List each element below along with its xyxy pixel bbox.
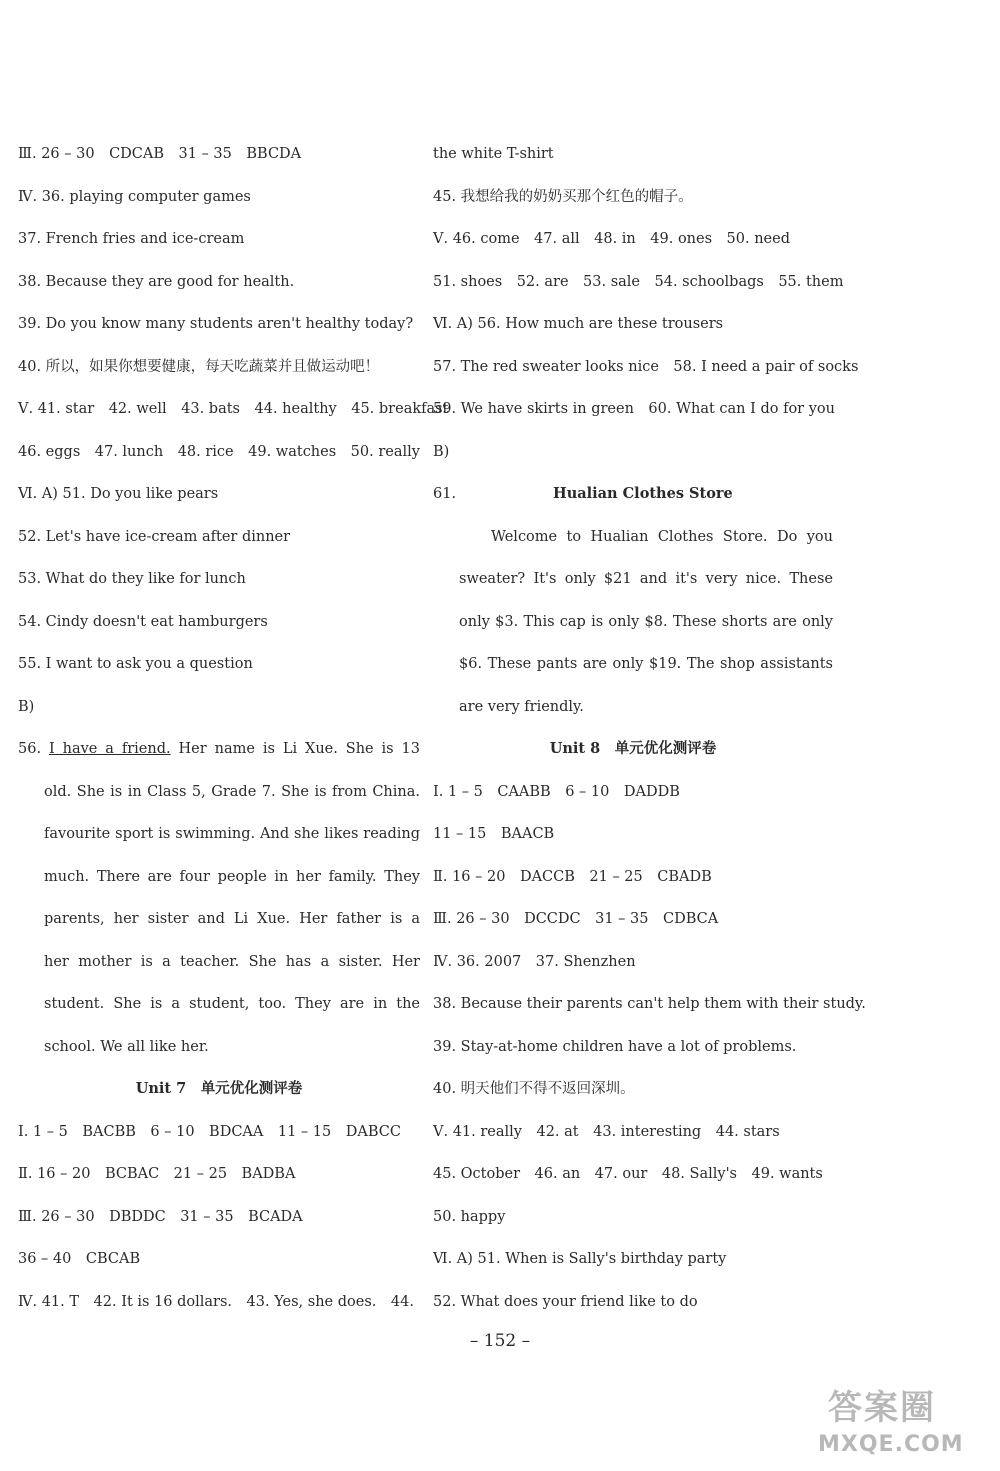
answer-line: 46. eggs 47. lunch 48. rice 49. watches 50. really (18, 443, 420, 460)
essay-line: student. She is a student, too. They are in the (44, 996, 420, 1012)
answer-line: Ⅵ. A) 51. When is Sally's birthday party (433, 1251, 727, 1267)
essay-line: only $3. This cap is only $8. These shorts are only (459, 613, 833, 630)
essay-line: sweater? It's only $21 and it's very nice. These (459, 571, 833, 587)
answer-line: 57. The red sweater looks nice 58. I need a pair of socks (433, 358, 859, 375)
answer-line: Ⅴ. 41. really 42. at 43. interesting 44. stars (433, 1123, 780, 1140)
answer-line: 40. 明天他们不得不返回深圳。 (433, 1081, 635, 1097)
watermark-top: 答案圈 (828, 1388, 936, 1428)
answer-line: 52. Let's have ice-cream after dinner (18, 528, 291, 545)
answer-line: B) (18, 698, 35, 715)
essay-line: parents, her sister and Li Xue. Her father is a (44, 911, 420, 927)
answer-line: Ⅴ. 41. star 42. well 43. bats 44. healthy 45. breakfast (18, 401, 449, 417)
answer-line: Ⅱ. 16 – 20 BCBAC 21 – 25 BADBA (18, 1166, 296, 1182)
answer-line: 59. We have skirts in green 60. What can I do for you (433, 401, 835, 417)
answer-line: Ⅳ. 36. 2007 37. Shenzhen (433, 953, 636, 970)
essay-first-line-rest: Her name is Li Xue. She is 13 (178, 741, 420, 757)
essay-underlined-opening: I have a friend. (48, 741, 171, 757)
essay-line (18, 728, 420, 771)
answer-line: 45. October 46. an 47. our 48. Sally's 49. wants (433, 1166, 823, 1182)
essay-number: 61. (433, 486, 457, 502)
essay-line: are very friendly. (459, 698, 584, 715)
answer-line: 53. What do they like for lunch (18, 571, 246, 587)
answer-line: Ⅲ. 26 – 30 DCCDC 31 – 35 CDBCA (433, 911, 719, 927)
essay-56 (18, 728, 420, 1068)
essay-title-line (433, 473, 833, 516)
answer-line: 40. 所以，如果你想要健康，每天吃蔬菜并且做运动吧！ (18, 358, 380, 375)
essay-line: $6. These pants are only $19. The shop assistants (459, 656, 833, 672)
essay-line: favourite sport is swimming. And she likes reading (44, 826, 420, 842)
watermark-logo (818, 1385, 996, 1465)
left-column (18, 133, 449, 1323)
essay-line: old. She is in Class 5, Grade 7. She is from China. (44, 783, 420, 800)
answer-line: 52. What does your friend like to do (433, 1293, 698, 1310)
answer-line: 38. Because they are good for health. (18, 273, 295, 290)
essay-line: her mother is a teacher. She has a sister. Her (44, 953, 420, 970)
answer-line: 38. Because their parents can't help them with their study. (433, 996, 866, 1012)
answer-line: 39. Stay-at-home children have a lot of problems. (433, 1038, 797, 1055)
page-number: – 152 – (469, 1331, 531, 1351)
answer-line: B) (433, 443, 450, 460)
right-column (433, 133, 866, 1323)
unit7-heading: Unit 7 单元优化测评卷 (135, 1080, 303, 1097)
answer-line: 11 – 15 BAACB (433, 826, 555, 842)
answer-line: Ⅱ. 16 – 20 DACCB 21 – 25 CBADB (433, 868, 712, 885)
essay-number: 56. (18, 741, 42, 757)
essay-title: Hualian Clothes Store (553, 485, 733, 502)
answer-line: Ⅵ. A) 56. How much are these trousers (433, 316, 724, 332)
essay-line: Welcome to Hualian Clothes Store. Do you (491, 528, 833, 545)
answer-line: Ⅰ. 1 – 5 BACBB 6 – 10 BDCAA 11 – 15 DABCC (18, 1123, 401, 1140)
answer-line: Ⅲ. 26 – 30 DBDDC 31 – 35 BCADA (18, 1208, 303, 1225)
answer-line: Ⅳ. 41. T 42. It is 16 dollars. 43. Yes, she does. 44. (18, 1293, 414, 1310)
answer-line: 36 – 40 CBCAB (18, 1251, 141, 1267)
essay-61 (433, 473, 833, 728)
answer-line: 55. I want to ask you a question (18, 656, 253, 672)
essay-line: school. We all like her. (44, 1038, 209, 1055)
unit8-heading: Unit 8 单元优化测评卷 (549, 740, 717, 757)
answer-line: 50. happy (433, 1208, 506, 1225)
answer-line: Ⅳ. 36. playing computer games (18, 188, 251, 205)
answer-line: the white T-shirt (433, 146, 554, 162)
answer-line: 45. 我想给我的奶奶买那个红色的帽子。 (433, 188, 693, 205)
answer-line: 54. Cindy doesn't eat hamburgers (18, 613, 268, 630)
answer-line: 37. French fries and ice-cream (18, 231, 245, 247)
watermark-bottom: MXQE.COM (818, 1432, 964, 1457)
answer-line: Ⅲ. 26 – 30 CDCAB 31 – 35 BBCDA (18, 146, 302, 162)
essay-line: much. There are four people in her family. They (44, 868, 420, 885)
answer-line: 51. shoes 52. are 53. sale 54. schoolbags 55. them (433, 273, 844, 290)
answer-line: Ⅵ. A) 51. Do you like pears (18, 486, 219, 502)
answer-line: Ⅰ. 1 – 5 CAABB 6 – 10 DADDB (433, 783, 680, 800)
answer-line: 39. Do you know many students aren't healthy today? (18, 316, 414, 332)
answer-line: Ⅴ. 46. come 47. all 48. in 49. ones 50. need (433, 231, 790, 247)
